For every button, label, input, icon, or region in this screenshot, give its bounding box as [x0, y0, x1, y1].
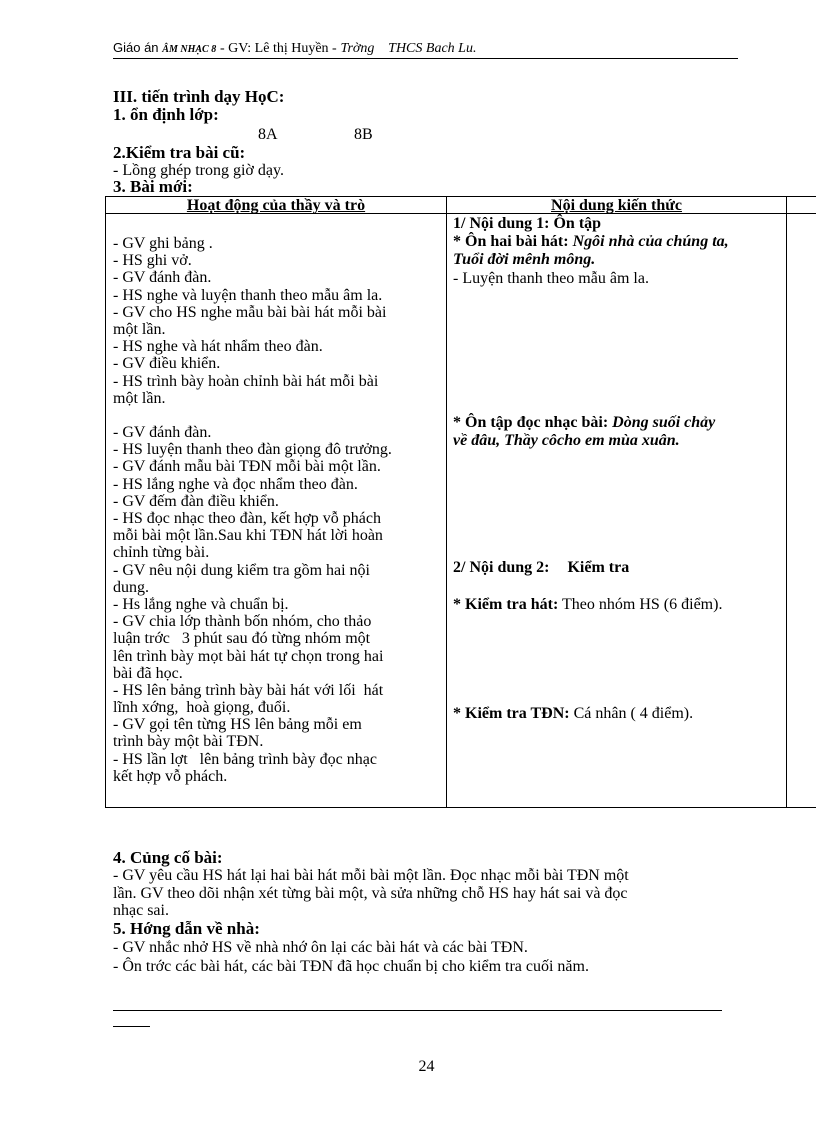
activity-line: - Hs lắng nghe và chuẩn bị.	[113, 595, 289, 613]
content1-songs-names-a: Ngôi nhà của chúng ta,	[572, 233, 729, 250]
step4-line: - GV yêu cầu HS hát lại hai bài hát mỗi bài một lần. Đọc nhạc mỗi bài TĐN một	[113, 867, 629, 884]
activity-line	[113, 407, 440, 424]
content5-text: Cá nhân ( 4 điểm).	[573, 705, 694, 722]
activity-line: bài đã học.	[113, 664, 183, 682]
activity-line: - HS trình bày hoàn chỉnh bài hát mỗi bài	[113, 372, 379, 390]
activity-line: lên trình bày mọt bài hát tự chọn trong hai	[113, 647, 384, 665]
table-col-divider	[446, 196, 447, 808]
step4-text	[113, 867, 743, 920]
activity-line: - GV đếm đàn điều khiển.	[113, 492, 279, 510]
step1-label: 1. ổn định lớp:	[113, 105, 219, 124]
activity-line: - GV cho HS nghe mẫu bài bài hát mỗi bài	[113, 303, 387, 321]
step5-text	[113, 938, 743, 976]
step2-text: - Lồng ghép trong giờ dạy.	[113, 162, 284, 179]
step4-label: 4. Củng cố bài:	[113, 848, 223, 867]
header-rule	[113, 58, 738, 59]
content2-songs-a: Dòng suối chảy	[612, 414, 716, 431]
content1-songs	[453, 233, 783, 269]
table-left-border	[105, 196, 106, 808]
content1-text: - Luyện thanh theo mẫu âm la.	[453, 270, 649, 287]
content4-text: Theo nhóm HS (6 điểm).	[562, 596, 723, 613]
section-title: III. tiến trình dạy HọC:	[113, 87, 285, 106]
class-8b: 8B	[354, 126, 373, 143]
header-school: THCS Bach Lu.	[388, 41, 477, 56]
col-header-activities: Hoạt động của thầy và trò	[186, 197, 366, 214]
activity-line: - GV đánh đàn.	[113, 424, 212, 442]
step3-label: 3. Bài mới:	[113, 177, 193, 196]
content3-title-b: Kiểm tra	[567, 559, 630, 576]
activities-column	[113, 235, 440, 785]
footer-rule	[113, 1010, 722, 1011]
content5-label: * Kiểm tra TĐN:	[453, 705, 570, 722]
activity-line: - HS lên bảng trình bày bài hát với lối hát	[113, 681, 384, 699]
step5-line: - Ôn trớc các bài hát, các bài TĐN đã học chuẩn bị cho kiểm tra cuối năm.	[113, 958, 589, 975]
activity-line: - GV đánh đàn.	[113, 269, 212, 287]
page-header	[113, 40, 738, 60]
page-number: 24	[418, 1058, 435, 1075]
activity-line: mỗi bài một lần.Sau khi TĐN hát lời hoàn	[113, 527, 383, 545]
header-subject: ÂM NHẠC 8	[162, 44, 217, 55]
header-teacher: - GV: Lê thị Huyền -	[219, 41, 337, 56]
activity-line: kết hợp vỗ phách.	[113, 767, 228, 785]
activity-line: - HS ghi vở.	[113, 252, 192, 270]
activity-line: một lần.	[113, 389, 166, 407]
activity-line: - HS lắng nghe và đọc nhẩm theo đàn.	[113, 475, 358, 493]
step5-line: - GV nhắc nhở HS về nhà nhớ ôn lại các bài hát và các bài TĐN.	[113, 939, 528, 956]
activity-line: - GV chia lớp thành bốn nhóm, cho thảo	[113, 613, 372, 631]
activity-line: - GV ghi bảng .	[113, 235, 213, 252]
content5	[453, 705, 693, 723]
content2-label: * Ôn tập đọc nhạc bài:	[453, 414, 609, 431]
content1-title: 1/ Nội dung 1: Ôn tập	[453, 215, 602, 232]
activity-line: - HS nghe và luyện thanh theo mẫu âm la.	[113, 286, 383, 304]
activity-line: - HS lần lợt lên bảng trình bày đọc nhạc	[113, 750, 377, 768]
activity-line: một lần.	[113, 320, 166, 338]
content2-reading	[453, 414, 783, 450]
activity-line: trình bày một bài TĐN.	[113, 733, 264, 751]
class-8a: 8A	[258, 126, 278, 143]
content1-songs-names-b: Tuổi đời mênh mông.	[453, 251, 596, 268]
table-bottom-border	[105, 807, 816, 808]
activity-line: - GV điều khiển.	[113, 355, 221, 373]
table-col-divider-2	[786, 196, 787, 808]
activity-line: - HS đọc nhạc theo đàn, kết hợp vỗ phách	[113, 510, 381, 527]
activity-line: - HS luyện thanh theo đàn giọng đô trưởng.	[113, 441, 392, 459]
col-header-content: Nội dung kiến thức	[551, 197, 682, 214]
header-school-label: Trờng	[340, 41, 375, 56]
header-prefix: Giáo án	[113, 40, 159, 55]
content4	[453, 596, 722, 614]
activity-line: - GV đánh mẫu bài TĐN mỗi bài một lần.	[113, 458, 381, 476]
step2-label: 2.Kiểm tra bài cũ:	[113, 143, 246, 162]
step4-line: lần. GV theo dõi nhận xét từng bài một, và sửa những chỗ HS hay hát sai và đọc	[113, 884, 628, 902]
activity-line: luận trớc 3 phút sau đó từng nhóm một	[113, 630, 371, 648]
step4-line: nhạc sai.	[113, 902, 169, 919]
content2-songs-b: về đâu, Thầy côcho em mùa xuân.	[453, 432, 680, 449]
activity-line: - HS nghe và hát nhẩm theo đàn.	[113, 338, 323, 356]
activity-line: chỉnh từng bài.	[113, 544, 210, 562]
content3-title	[453, 559, 629, 577]
content1-songs-label: * Ôn hai bài hát:	[453, 233, 569, 250]
step5-label: 5. Hớng dẫn về nhà:	[113, 919, 260, 938]
activity-line: - GV gọi tên từng HS lên bảng mỗi em	[113, 716, 362, 734]
content3-title-a: 2/ Nội dung 2:	[453, 559, 550, 576]
footer-rule-short	[113, 1026, 150, 1027]
activity-line: - GV nêu nội dung kiểm tra gồm hai nội	[113, 561, 370, 579]
content4-label: * Kiểm tra hát:	[453, 596, 559, 613]
activity-line: lĩnh xớng, hoà giọng, đuổi.	[113, 699, 291, 717]
activity-line: dung.	[113, 578, 149, 596]
